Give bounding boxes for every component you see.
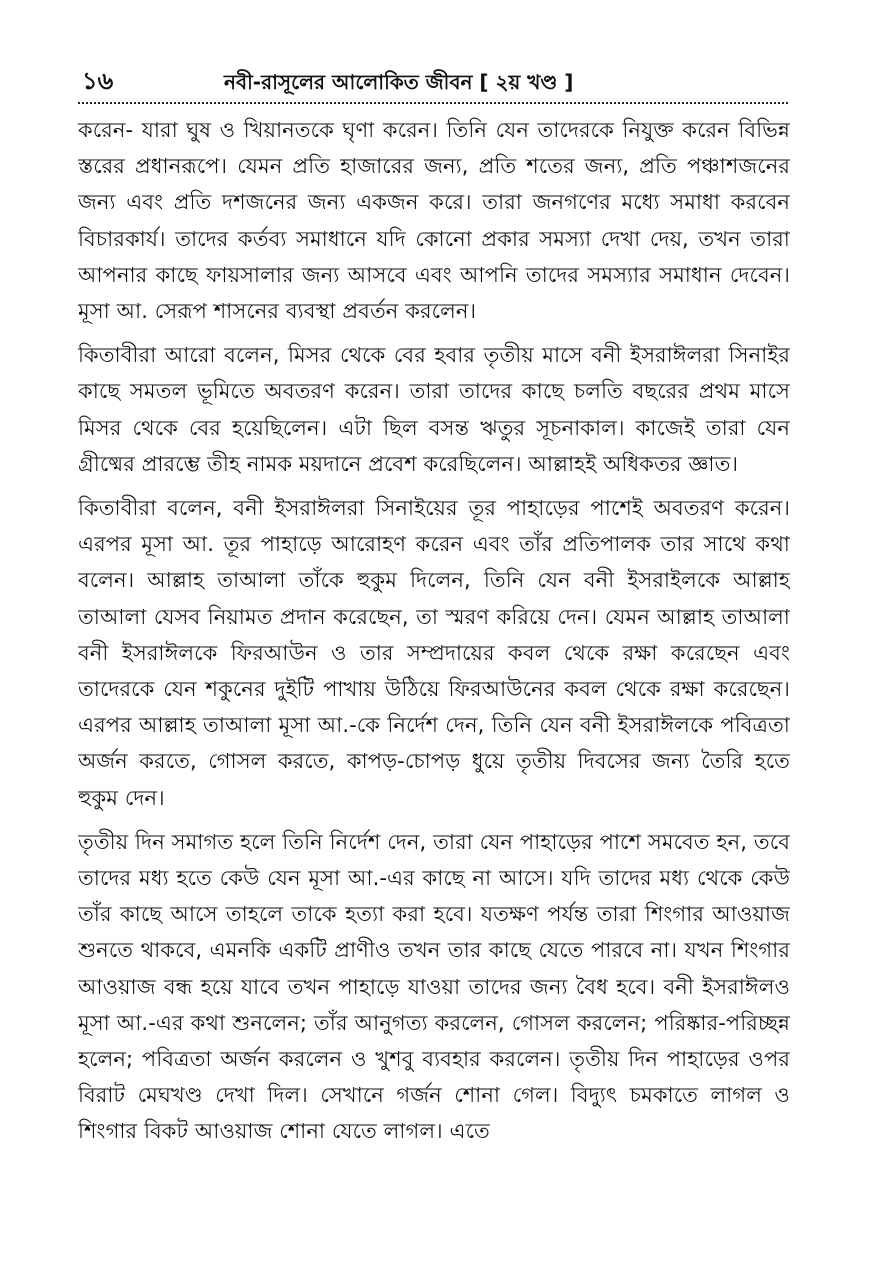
paragraph: করেন- যারা ঘুষ ও খিয়ানতকে ঘৃণা করেন। তিনি যেন তাদেরকে নিযুক্ত করেন বিভিন্ন স্তরের প্রধানরূপে। যেমন প্রতি হাজারের জন্য, প্রতি শতের জন্য, প্রতি পঞ্চাশজনের জন্য এবং প্রতি দশজনের জন্য একজন করে। তারা জনগণের মধ্যে সমাধা করবেন বিচারকার্য। তাদের কর্তব্য সমাধানে যদি কোনো প্রকার সমস্যা দেখা দেয়, তখন তারা আপনার কাছে ফায়সালার জন্য আসবে এবং আপনি তাদের সমস্যার সমাধান দেবেন। মূসা আ. সেরূপ শাসনের ব্যবস্থা প্রবর্তন করলেন। (78, 118, 790, 324)
page-header (78, 62, 790, 96)
header-divider (78, 102, 788, 104)
paragraph: কিতাবীরা আরো বলেন, মিসর থেকে বের হবার তৃতীয় মাসে বনী ইসরাঈলরা সিনাইর কাছে সমতল ভূমিতে অবতরণ করেন। তারা তাদের কাছে চলতি বছরের প্রথম মাসে মিসর থেকে বের হয়েছিলেন। এটা ছিল বসন্ত ঋতুর সূচনাকাল। কাজেই তারা যেন গ্রীষ্মের প্রারম্ভে তীহ নামক ময়দানে প্রবেশ করেছিলেন। আল্লাহই অধিকতর জ্ঞাত। (78, 343, 790, 476)
body-text (78, 112, 790, 1158)
running-title: নবী-রাসূলের আলোকিত জীবন [ ২য় খণ্ড ] (224, 70, 574, 94)
book-page (78, 62, 790, 1262)
page-number: ১৬ (82, 67, 114, 95)
paragraph: তৃতীয় দিন সমাগত হলে তিনি নির্দেশ দেন, তারা যেন পাহাড়ের পাশে সমবেত হন, তবে তাদের মধ্য হতে কেউ যেন মূসা আ.-এর কাছে না আসে। যদি তাদের মধ্য থেকে কেউ তাঁর কাছে আসে তাহলে তাকে হত্যা করা হবে। যতক্ষণ পর্যন্ত তারা শিংগার আওয়াজ শুনতে থাকবে, এমনকি একটি প্রাণীও তখন তার কাছে যেতে পারবে না। যখন শিংগার আওয়াজ বন্ধ হয়ে যাবে তখন পাহাড়ে যাওয়া তাদের জন্য বৈধ হবে। বনী ইসরাঈলও মূসা আ.-এর কথা শুনলেন; তাঁর আনুগত্য করলেন, গোসল করলেন; পরিষ্কার-পরিচ্ছন্ন হলেন; পবিত্রতা অর্জন করলেন ও খুশবু ব্যবহার করলেন। তৃতীয় দিন পাহাড়ের ওপর বিরাট মেঘখণ্ড দেখা দিল। সেখানে গর্জন শোনা গেল। বিদ্যুৎ চমকাতে লাগল ও শিংগার বিকট আওয়াজ শোনা যেতে লাগল। এতে (78, 829, 790, 1144)
paragraph: কিতাবীরা বলেন, বনী ইসরাঈলরা সিনাইয়ের তূর পাহাড়ের পাশেই অবতরণ করেন। এরপর মূসা আ. তূর পাহাড়ে আরোহণ করেন এবং তাঁর প্রতিপালক তার সাথে কথা বলেন। আল্লাহ তাআলা তাঁকে হুকুম দিলেন, তিনি যেন বনী ইসরাইলকে আল্লাহ তাআলা যেসব নিয়ামত প্রদান করেছেন, তা স্মরণ করিয়ে দেন। যেমন আল্লাহ তাআলা বনী ইসরাঈলকে ফিরআউন ও তার সম্প্রদায়ের কবল থেকে রক্ষা করেছেন এবং তাদেরকে যেন শকুনের দুইটি পাখায় উঠিয়ে ফিরআউনের কবল থেকে রক্ষা করেছেন। এরপর আল্লাহ তাআলা মূসা আ.-কে নির্দেশ দেন, তিনি যেন বনী ইসরাঈলকে পবিত্রতা অর্জন করতে, গোসল করতে, কাপড়-চোপড় ধুয়ে তৃতীয় দিবসের জন্য তৈরি হতে হুকুম দেন। (78, 496, 790, 810)
